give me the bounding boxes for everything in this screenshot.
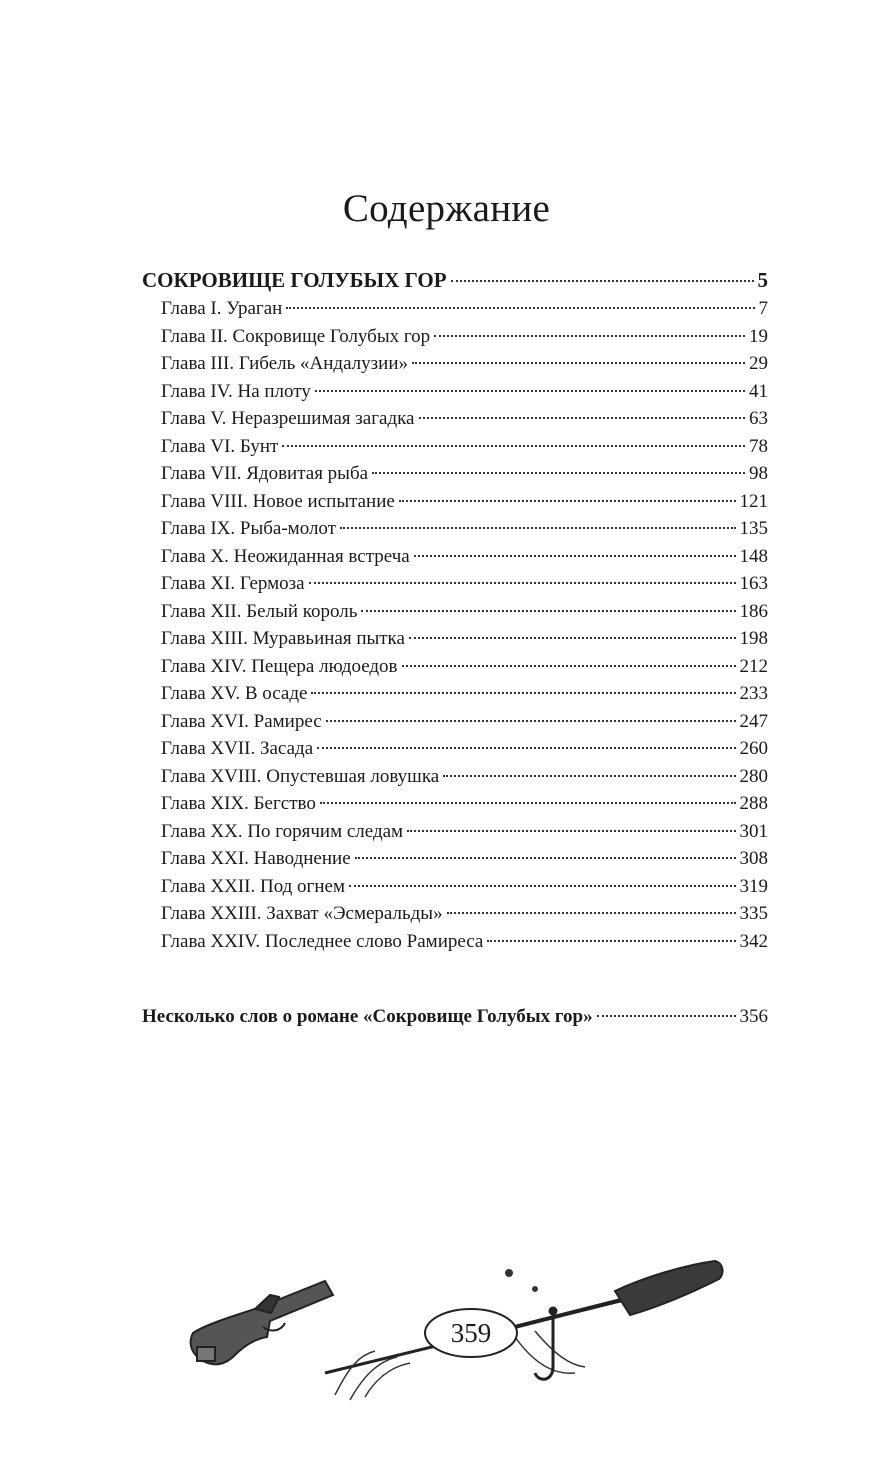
toc-chapter-entry[interactable] [161, 763, 768, 791]
toc-part-entry[interactable] [142, 265, 768, 295]
page-title: Содержание [342, 187, 551, 231]
dot-leader [402, 665, 736, 667]
toc-chapter-page: 301 [739, 820, 768, 842]
toc-chapter-title: Глава XII. Белый король [161, 600, 358, 622]
toc-chapter-entry[interactable] [161, 625, 768, 653]
chapter-list [161, 295, 768, 955]
toc-chapter-entry[interactable] [161, 845, 768, 873]
toc-chapter-title: Глава XV. В осаде [161, 683, 308, 704]
dot-leader [434, 335, 745, 337]
toc-chapter-page: 121 [739, 490, 768, 512]
flintlock-pistol-icon [191, 1281, 333, 1364]
dot-leader [447, 912, 736, 914]
toc-chapter-title: Глава XXI. Наводнение [161, 848, 351, 869]
toc-chapter-page: 247 [739, 710, 768, 732]
dot-leader [309, 582, 736, 584]
toc-chapter-page: 280 [739, 765, 768, 787]
dot-leader [443, 775, 735, 777]
toc-chapter-page: 41 [749, 380, 768, 402]
toc-chapter-entry[interactable] [161, 570, 768, 598]
toc-chapter-page: 186 [739, 600, 768, 622]
toc-chapter-entry[interactable] [161, 405, 768, 433]
toc-chapter-entry[interactable] [161, 460, 768, 488]
toc-chapter-page: 288 [739, 793, 768, 814]
toc-chapter-entry[interactable] [161, 818, 768, 846]
dot-leader [349, 885, 736, 887]
toc-afterword-entry[interactable] [142, 1002, 768, 1032]
toc-chapter-title: Глава II. Сокровище Голубых гор [161, 325, 431, 347]
dot-leader [412, 362, 745, 364]
toc-chapter-entry[interactable] [161, 680, 768, 708]
page-number: 359 [450, 1318, 492, 1348]
toc-chapter-title: Глава IV. На плоту [161, 380, 311, 402]
toc-chapter-title: Глава III. Гибель «Андалузии» [161, 353, 409, 374]
toc-chapter-entry[interactable] [161, 515, 768, 543]
toc-chapter-page: 148 [739, 545, 768, 567]
toc-chapter-page: 163 [739, 573, 768, 594]
toc-chapter-page: 319 [739, 875, 768, 897]
toc-chapter-page: 212 [739, 655, 768, 677]
toc-chapter-entry[interactable] [161, 350, 768, 378]
toc-chapter-entry[interactable] [161, 900, 768, 928]
dot-leader [361, 610, 735, 612]
toc-chapter-title: Глава XXII. Под огнем [161, 875, 345, 897]
toc-chapter-page: 19 [749, 325, 768, 347]
dot-leader [409, 637, 736, 639]
toc-chapter-page: 78 [749, 435, 768, 457]
toc-chapter-title: Глава XIII. Муравьиная пытка [161, 628, 405, 649]
dot-leader [320, 802, 736, 804]
toc-chapter-title: Глава XI. Гермоза [161, 573, 305, 594]
toc-chapter-title: Глава V. Неразрешимая загадка [161, 408, 415, 429]
toc-afterword-title: Несколько слов о романе «Сокровище Голубых гор» [142, 1006, 593, 1027]
dot-leader [372, 472, 745, 474]
dot-leader [487, 940, 735, 942]
toc-chapter-title: Глава XVI. Рамирес [161, 710, 322, 732]
toc-chapter-entry[interactable] [161, 928, 768, 956]
dot-leader [414, 555, 736, 557]
toc-chapter-page: 63 [749, 408, 768, 429]
toc-chapter-title: Глава XXIV. Последнее слово Рамиреса [161, 930, 484, 952]
dot-leader [419, 417, 746, 419]
toc-chapter-title: Глава XX. По горячим следам [161, 820, 404, 842]
toc-part-title: СОКРОВИЩЕ ГОЛУБЫХ ГОР [142, 268, 447, 292]
toc-chapter-title: Глава IX. Рыба-молот [161, 518, 336, 539]
toc-chapter-page: 308 [739, 848, 768, 869]
dot-leader [340, 527, 736, 529]
toc-chapter-page: 260 [739, 738, 768, 759]
toc-chapter-entry[interactable] [161, 790, 768, 818]
toc-chapter-entry[interactable] [161, 653, 768, 681]
dot-leader [326, 720, 736, 722]
toc-chapter-page: 98 [749, 463, 768, 484]
toc-chapter-entry[interactable] [161, 708, 768, 736]
toc-chapter-page: 335 [739, 903, 768, 924]
dot-leader [451, 280, 754, 282]
toc-chapter-title: Глава VI. Бунт [161, 435, 279, 457]
toc-chapter-entry[interactable] [161, 378, 768, 406]
dot-leader [315, 390, 745, 392]
dot-leader [597, 1015, 736, 1017]
dot-leader [355, 857, 736, 859]
toc-chapter-page: 135 [739, 518, 768, 539]
dot-leader [317, 747, 735, 749]
table-of-contents [142, 265, 768, 955]
toc-chapter-page: 198 [739, 628, 768, 649]
toc-chapter-entry[interactable] [161, 873, 768, 901]
toc-chapter-title: Глава I. Ураган [161, 298, 283, 319]
toc-chapter-page: 342 [739, 930, 768, 952]
toc-chapter-entry[interactable] [161, 488, 768, 516]
toc-chapter-entry[interactable] [161, 323, 768, 351]
toc-chapter-page: 7 [758, 298, 768, 319]
toc-chapter-page: 29 [749, 353, 768, 374]
toc-chapter-title: Глава XVIII. Опустевшая ловушка [161, 765, 440, 787]
toc-chapter-entry[interactable] [161, 433, 768, 461]
toc-chapter-title: Глава XIV. Пещера людоедов [161, 655, 398, 677]
toc-chapter-title: Глава VIII. Новое испытание [161, 490, 395, 512]
toc-chapter-entry[interactable] [161, 598, 768, 626]
toc-part-page: 5 [757, 268, 768, 292]
dot-leader [407, 830, 735, 832]
toc-chapter-title: Глава XXIII. Захват «Эсмеральды» [161, 903, 443, 924]
dot-leader [282, 445, 745, 447]
toc-chapter-entry[interactable] [161, 295, 768, 323]
toc-afterword-page: 356 [739, 1006, 768, 1027]
dot-leader [311, 692, 735, 694]
dot-leader [286, 307, 754, 309]
toc-chapter-entry[interactable] [161, 543, 768, 571]
toc-chapter-page: 233 [739, 683, 768, 704]
toc-chapter-entry[interactable] [161, 735, 768, 763]
dot-leader [399, 500, 736, 502]
toc-chapter-title: Глава XVII. Засада [161, 738, 314, 759]
toc-chapter-title: Глава X. Неожиданная встреча [161, 545, 410, 567]
toc-chapter-title: Глава XIX. Бегство [161, 793, 316, 814]
toc-chapter-title: Глава VII. Ядовитая рыба [161, 463, 369, 484]
